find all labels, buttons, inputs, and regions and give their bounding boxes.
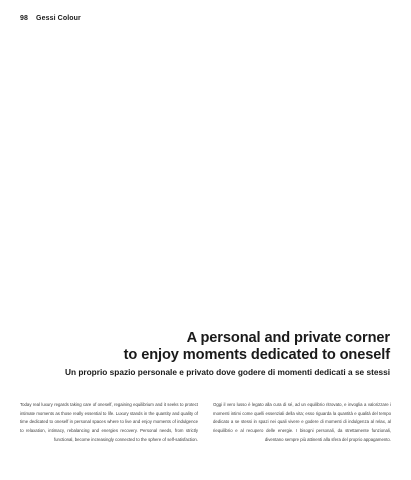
- running-head: [20, 15, 81, 22]
- body-text-italian: Oggi il vero lusso è legato alla cura di sé, ad un equilibrio ritrovato, e invoglia a valorizzare i momenti intimi come quelli essenziali della vita; esso riguarda la quantità e qualità del tempo dedicato a se stessi in spazi nei quali vivere e godere di momenti di indulgenza al relax, al riequilibrio e al recupero delle energie. I bisogni personali, da strettamente funzionali, diventano sempre più attinenti alla sfera del proprio appagamento.: [213, 402, 391, 442]
- section-title: Gessi Colour: [36, 15, 81, 22]
- page-number: 98: [20, 15, 28, 22]
- body-text-english: Today real luxury regards taking care of oneself, regaining equilibrium and it seeks to protect intimate moments as those really essential to life. Luxury stands in the quantity and quality of time dedicated to oneself in personal spaces where to live and enjoy moments of indulgence to relaxation, intimacy, rebalancing and energies recovery. Personal needs, from strictly functional, become increasingly connected to the sphere of self-satisfaction.: [20, 402, 198, 442]
- headline-title-line-2: to enjoy moments dedicated to oneself: [123, 347, 390, 363]
- headline: [30, 330, 390, 377]
- headline-subtitle: Un proprio spazio personale e privato dove godere di momenti dedicati a se stessi: [64, 367, 390, 377]
- headline-title-line-1: A personal and private corner: [186, 330, 390, 346]
